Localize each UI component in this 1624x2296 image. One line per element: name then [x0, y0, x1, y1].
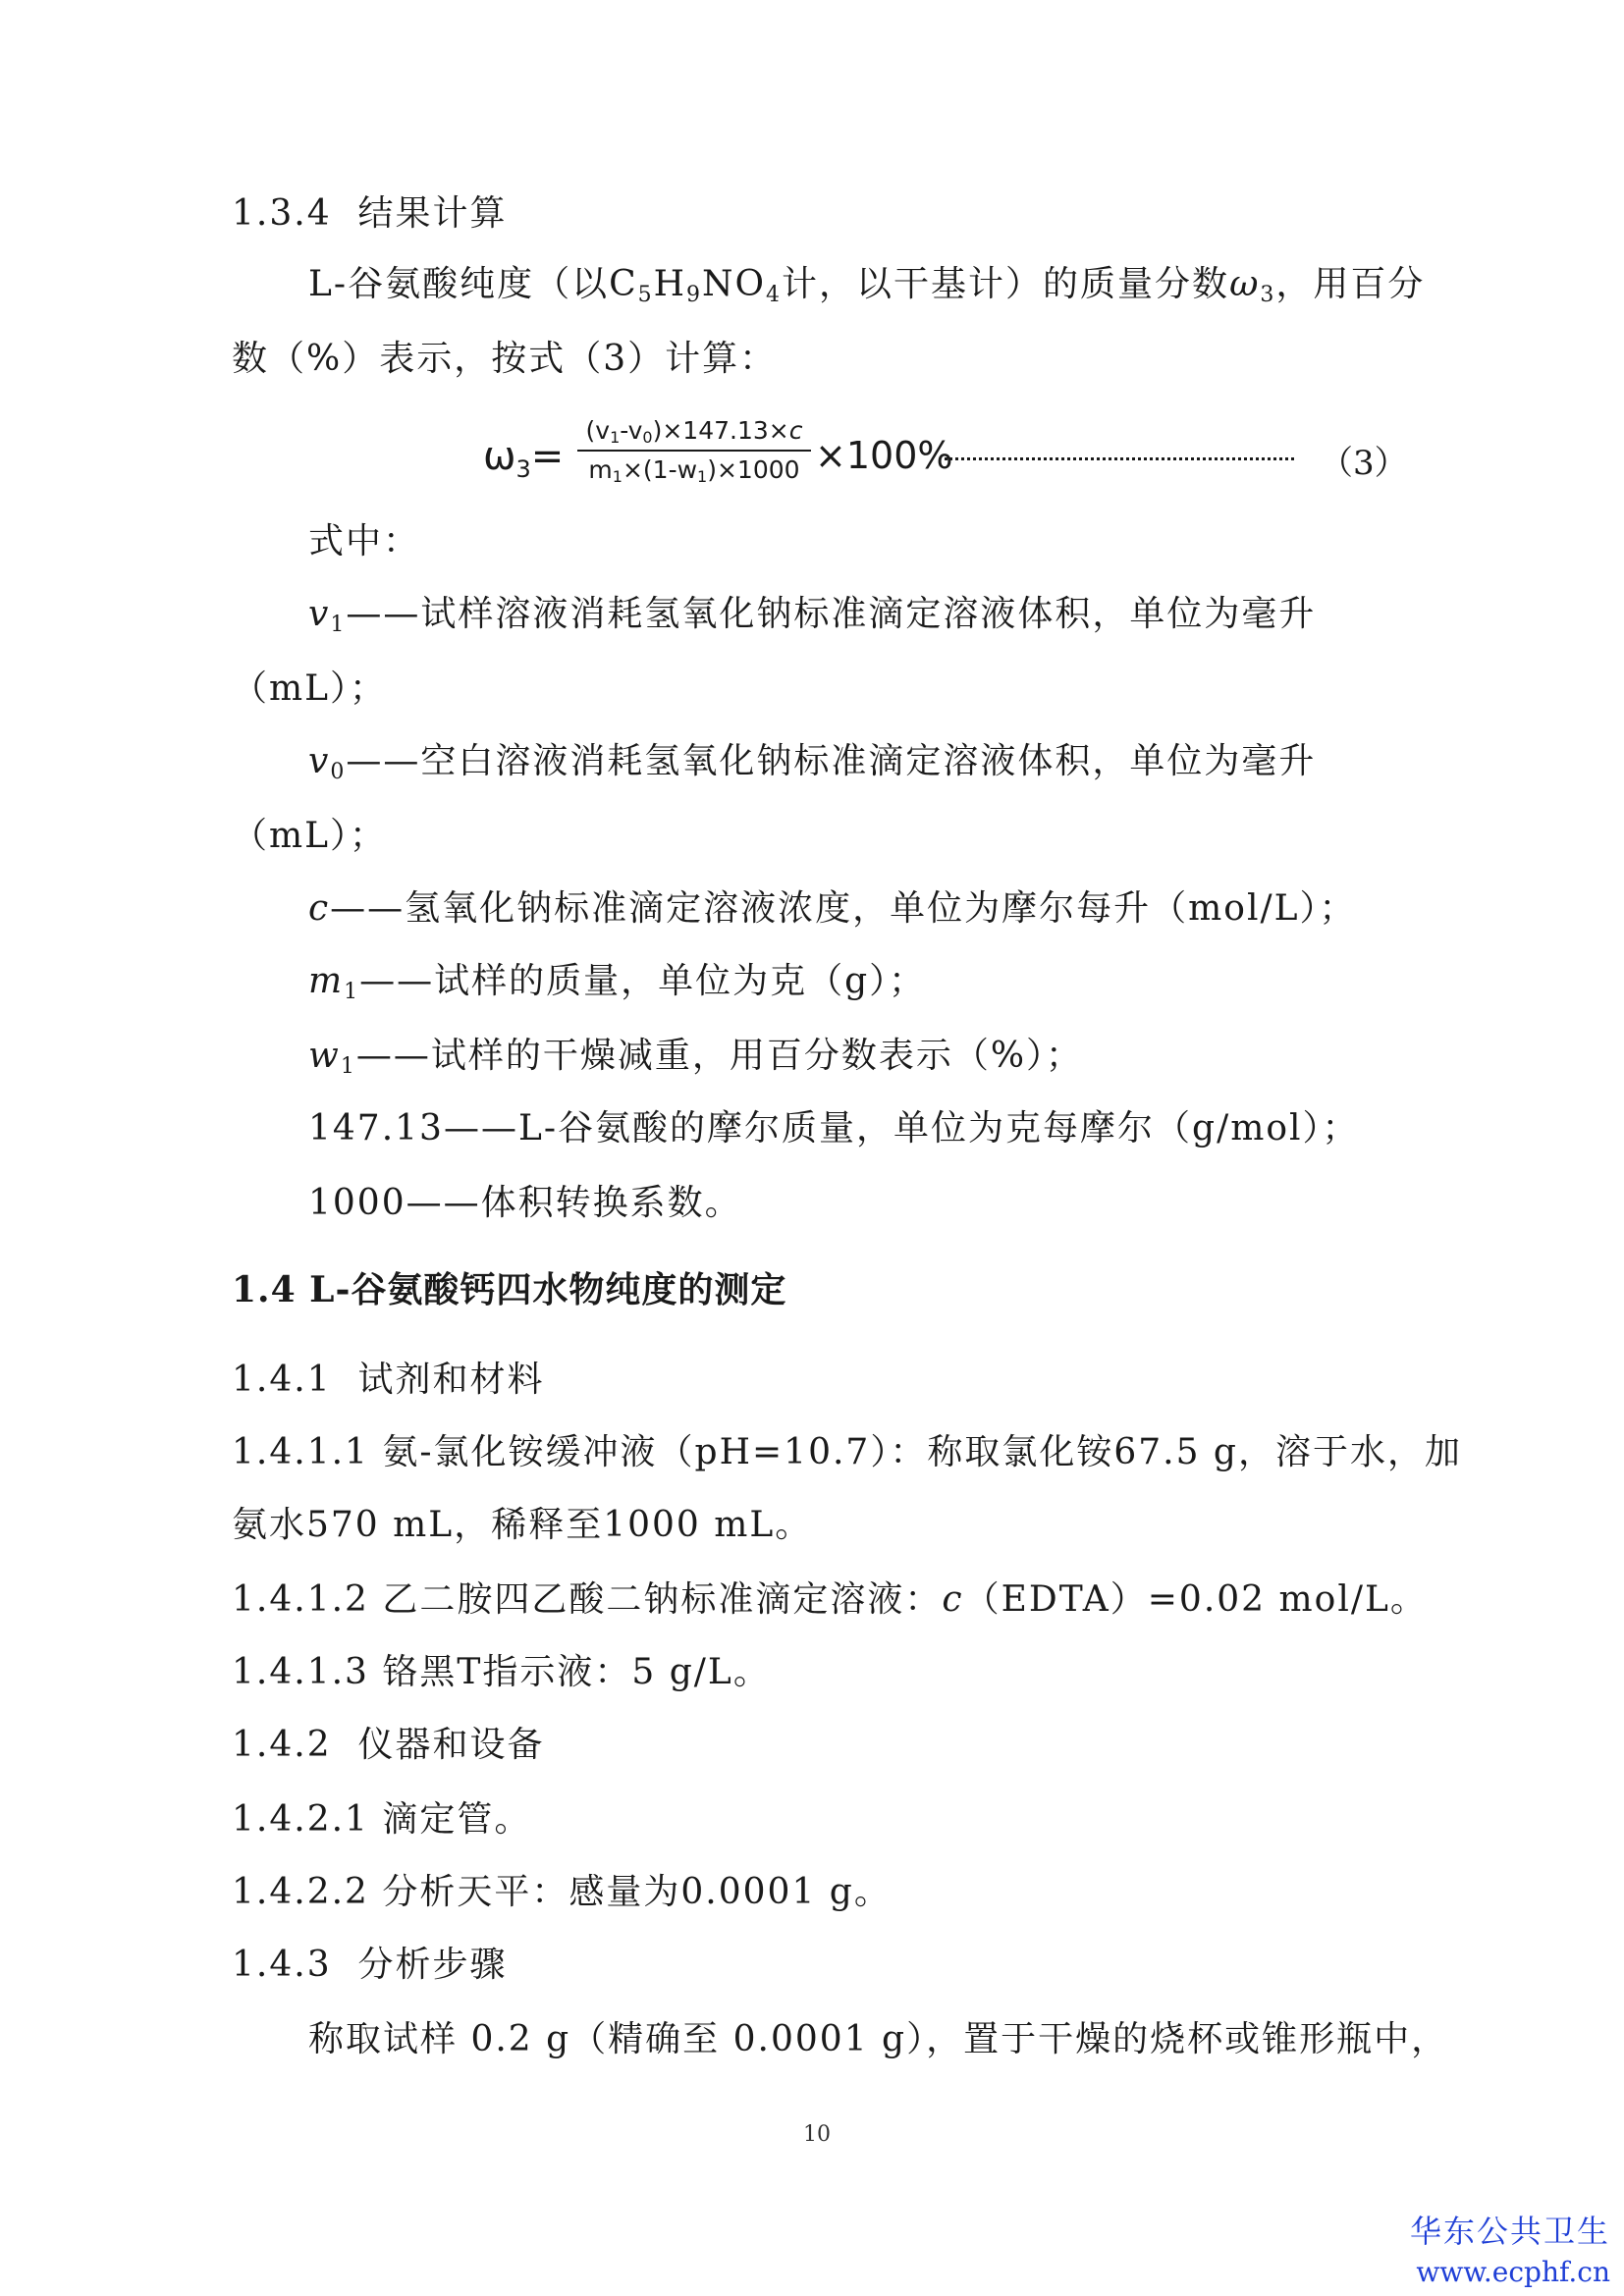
intro-line-1	[308, 264, 1426, 307]
where-label: 式中：	[308, 521, 421, 561]
item-text: （EDTA）=0.02 mol/L。	[963, 1579, 1428, 1620]
subscript: 3	[1260, 283, 1276, 307]
def-w1	[308, 1036, 1084, 1079]
subscript: 1	[697, 467, 708, 486]
section-number: 1.4.3	[232, 1945, 332, 1985]
subscript: 1	[610, 428, 621, 447]
section-title: 分析步骤	[357, 1945, 508, 1985]
section-title: 试剂和材料	[357, 1360, 545, 1400]
section-heading-1-4: 1.4 L-谷氨酸钙四水物纯度的测定	[232, 1269, 787, 1310]
section-number: 1.4.1	[232, 1360, 332, 1400]
section-heading-1-4-3	[232, 1945, 508, 1985]
subscript: 1	[340, 1054, 356, 1079]
def-m1	[308, 961, 927, 1004]
section-number: 1.3.4	[232, 193, 332, 234]
equals-sign: =	[530, 434, 565, 479]
section-heading-1-3-4	[232, 193, 508, 234]
subscript: 1	[344, 980, 360, 1004]
symbol: v	[308, 741, 331, 781]
formula-lhs	[483, 434, 565, 483]
item-1-4-1-1: 1.4.1.1 氨-氯化铵缓冲液（pH=10.7）：称取氯化铵67.5 g，溶于水，加	[232, 1432, 1462, 1472]
def-molar-mass: 147.13——L-谷氨酸的摩尔质量，单位为克每摩尔（g/mol）；	[308, 1108, 1360, 1148]
def-v0-cont: （mL）；	[232, 816, 388, 856]
omega-symbol: ω	[483, 434, 516, 479]
den-part: )×1000	[707, 455, 800, 484]
item-1-4-1-3: 1.4.1.3 铬黑T指示液：5 g/L。	[232, 1652, 771, 1692]
subscript: 3	[515, 455, 531, 483]
intro-line-2: 数（%）表示，按式（3）计算：	[232, 339, 778, 379]
symbol: m	[308, 961, 345, 1001]
symbol: v	[308, 594, 331, 634]
intro-text: H	[653, 264, 687, 304]
item-1-4-1-2	[232, 1579, 1428, 1620]
intro-text: NO	[702, 264, 767, 304]
def-v1	[308, 594, 1317, 637]
formula-tail: ×100%	[815, 434, 953, 477]
symbol: w	[308, 1036, 341, 1076]
item-1-4-2-2: 1.4.2.2 分析天平：感量为0.0001 g。	[232, 1872, 892, 1912]
num-part: (v	[585, 416, 611, 445]
formula-3	[483, 410, 1408, 499]
num-part: )×147.13×	[652, 416, 789, 445]
intro-text: ，用百分	[1275, 264, 1426, 304]
subscript: 9	[686, 283, 703, 307]
section-title: 仪器和设备	[357, 1725, 545, 1765]
symbol: c	[308, 888, 331, 929]
subscript: 1	[330, 613, 347, 637]
num-part: -v	[620, 416, 643, 445]
subscript: 0	[330, 760, 347, 784]
section-heading-1-4-1	[232, 1362, 545, 1398]
def-c	[308, 888, 1357, 929]
den-part: ×(1-w	[622, 455, 698, 484]
subscript: 1	[612, 467, 623, 486]
def-v0	[308, 741, 1317, 784]
dot-leader	[945, 457, 1294, 460]
fraction-denominator	[577, 455, 811, 484]
watermark-name: 华东公共卫生	[1409, 2213, 1610, 2250]
definition-text: ——氢氧化钠标准滴定溶液浓度，单位为摩尔每升（mol/L）；	[330, 888, 1357, 929]
formula-number: （3）	[1320, 444, 1408, 483]
definition-text: ——试样的质量，单位为克（g）；	[359, 961, 927, 1001]
symbol: c	[942, 1579, 964, 1620]
watermark-url: www.ecphf.cn	[1416, 2256, 1610, 2288]
subscript: 5	[637, 283, 654, 307]
den-part: m	[588, 455, 613, 484]
item-1-4-2-1: 1.4.2.1 滴定管。	[232, 1799, 532, 1840]
intro-text: 计，以干基计）的质量分数	[782, 264, 1230, 304]
def-v1-cont: （mL）；	[232, 668, 388, 709]
definition-text: ——试样的干燥减重，用百分数表示（%）；	[355, 1036, 1084, 1076]
omega-symbol: ω	[1229, 264, 1261, 304]
section-heading-1-4-2	[232, 1725, 545, 1765]
num-var: c	[788, 416, 803, 445]
item-1-4-1-1-cont: 氨水570 mL，稀释至1000 mL。	[232, 1505, 813, 1545]
watermark	[1410, 2207, 1610, 2288]
procedure-text: 称取试样 0.2 g（精确至 0.0001 g），置于干燥的烧杯或锥形瓶中，	[308, 2019, 1449, 2059]
page-number: 10	[803, 2122, 831, 2147]
fraction-numerator	[577, 416, 811, 445]
section-number: 1.4.2	[232, 1725, 332, 1765]
formula-fraction	[577, 416, 811, 484]
intro-text: L-谷氨酸纯度（以C	[308, 264, 638, 304]
definition-text: ——试样溶液消耗氢氧化钠标准滴定溶液体积，单位为毫升	[346, 594, 1317, 634]
item-text: 1.4.1.2 乙二胺四乙酸二钠标准滴定溶液：	[232, 1579, 943, 1620]
definition-text: ——空白溶液消耗氢氧化钠标准滴定溶液体积，单位为毫升	[346, 741, 1317, 781]
fraction-bar	[577, 450, 811, 452]
subscript: 4	[766, 283, 783, 307]
subscript: 0	[642, 428, 653, 447]
def-conversion: 1000——体积转换系数。	[308, 1183, 742, 1223]
section-title: 结果计算	[357, 193, 508, 234]
